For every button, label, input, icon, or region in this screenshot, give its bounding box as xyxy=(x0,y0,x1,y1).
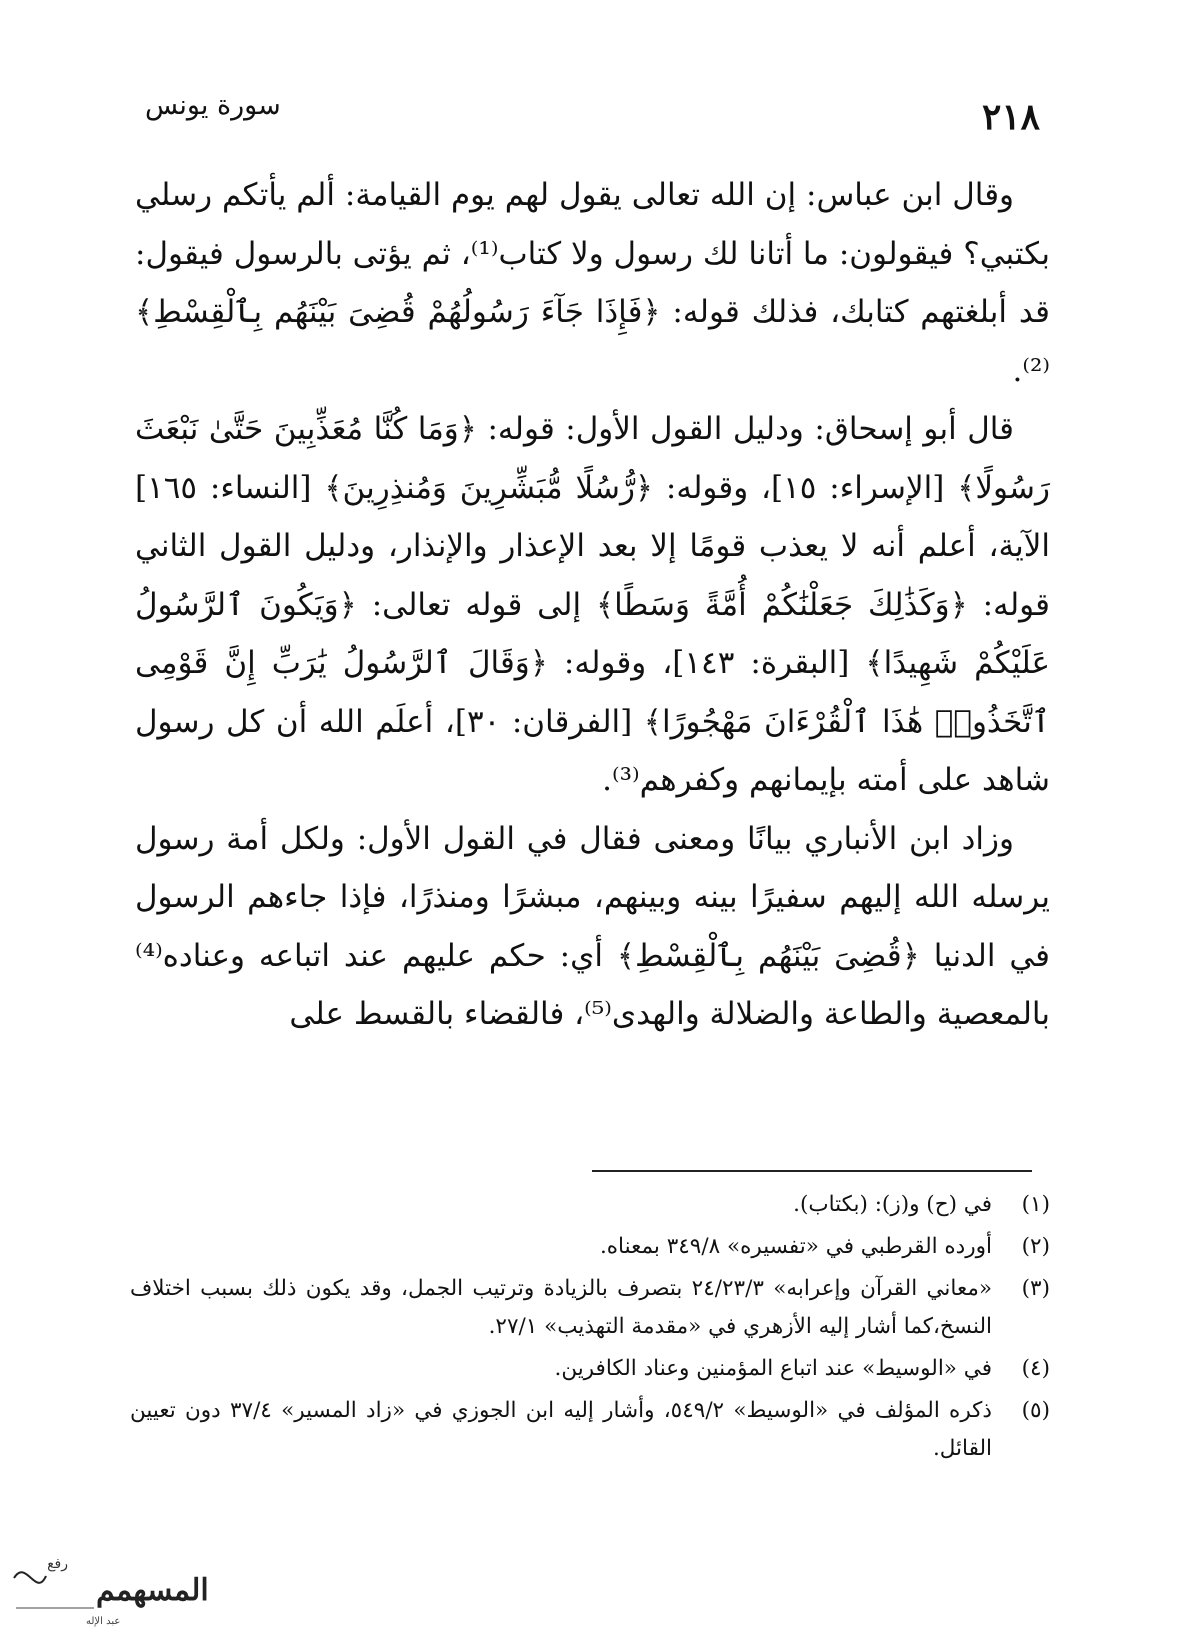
footnote xyxy=(130,1186,1050,1224)
footnote xyxy=(130,1392,1050,1468)
footnote-text: في «الوسيط» عند اتباع المؤمنين وعناد الكافرين. xyxy=(554,1356,992,1381)
paragraph: وقال ابن عباس: إن الله تعالى يقول لهم يوم القيامة: ألم يأتكم رسلي بكتبي؟ فيقولون: ما أتانا لك رسول ولا كتاب⁽¹⁾، ثم يؤتى بالرسول فيقول: قد أبلغتهم كتابك، فذلك قوله: ﴿فَإِذَا جَآءَ رَسُولُهُمْ قُضِىَ بَيْنَهُم بِٱلْقِسْطِ﴾⁽²⁾. xyxy=(135,177,1050,389)
main-text xyxy=(135,166,1050,1044)
paragraph: وزاد ابن الأنباري بيانًا ومعنى فقال في القول الأول: ولكل أمة رسول يرسله الله إليهم سفيرًا بينه وبينهم، مبشرًا ومنذرًا، فإذا جاءهم الرسول في الدنيا ﴿قُضِىَ بَيْنَهُم بِٱلْقِسْطِ﴾ أي: حكم عليهم عند اتباعه وعناده⁽⁴⁾ بالمعصية والطاعة والضلالة والهدى⁽⁵⁾، فالقضاء بالقسط على xyxy=(135,820,1050,1032)
footnote-separator xyxy=(592,1170,1032,1172)
footnote-number: (٣) xyxy=(1021,1276,1050,1301)
page-header xyxy=(135,82,1050,142)
svg-text:المسهمم: المسهمم xyxy=(96,1573,209,1608)
footnote-number: (٥) xyxy=(1021,1398,1050,1423)
footnotes xyxy=(130,1186,1050,1472)
footnote-text: أورده القرطبي في «تفسيره» ٣٤٩/٨ بمعناه. xyxy=(599,1234,992,1259)
footnote xyxy=(130,1350,1050,1388)
footnote-text: في (ح) و(ز): (بكتاب). xyxy=(793,1192,992,1217)
page-number: ٢١٨ xyxy=(981,96,1040,138)
footnote-number: (٢) xyxy=(1021,1234,1050,1259)
footnote-text: «معاني القرآن وإعرابه» ٢٤/٢٣/٣ بتصرف بالزيادة وترتيب الجمل، وقد يكون ذلك بسبب اختلاف النسخ،كما أشار إليه الأزهري في «مقدمة التهذيب» ٢٧/١. xyxy=(130,1276,992,1339)
footnote xyxy=(130,1270,1050,1346)
footnote-text: ذكره المؤلف في «الوسيط» ٥٤٩/٢، وأشار إليه ابن الجوزي في «زاد المسير» ٣٧/٤ دون تعيين القائل. xyxy=(130,1398,992,1461)
publisher-stamp-logo xyxy=(6,1538,209,1638)
svg-text:رفع: رفع xyxy=(47,1556,68,1572)
svg-text:عبد الإله: عبد الإله xyxy=(86,1616,121,1627)
footnote-number: (٤) xyxy=(1021,1356,1050,1381)
footnote-number: (١) xyxy=(1021,1192,1050,1217)
footnote xyxy=(130,1228,1050,1266)
running-title: سورة يونس xyxy=(145,90,281,121)
paragraph: قال أبو إسحاق: ودليل القول الأول: قوله: ﴿وَمَا كُنَّا مُعَذِّبِينَ حَتَّىٰ نَبْعَثَ رَسُولًا﴾ [الإسراء: ١٥]، وقوله: ﴿رُّسُلًا مُّبَشِّرِينَ وَمُنذِرِينَ﴾ [النساء: ١٦٥] الآية، أعلم أنه لا يعذب قومًا إلا بعد الإعذار والإنذار، ودليل القول الثاني قوله: ﴿وَكَذَٰلِكَ جَعَلْنَٰكُمْ أُمَّةً وَسَطًا﴾ إلى قوله تعالى: ﴿وَيَكُونَ ٱلرَّسُولُ عَلَيْكُمْ شَهِيدًا﴾ [البقرة: ١٤٣]، وقوله: ﴿وَقَالَ ٱلرَّسُولُ يَٰرَبِّ إِنَّ قَوْمِى ٱتَّخَذُوا۟ هَٰذَا ٱلْقُرْءَانَ مَهْجُورًا﴾ [الفرقان: ٣٠]، أعلَم الله أن كل رسول شاهد على أمته بإيمانهم وكفرهم⁽³⁾. xyxy=(135,411,1051,798)
